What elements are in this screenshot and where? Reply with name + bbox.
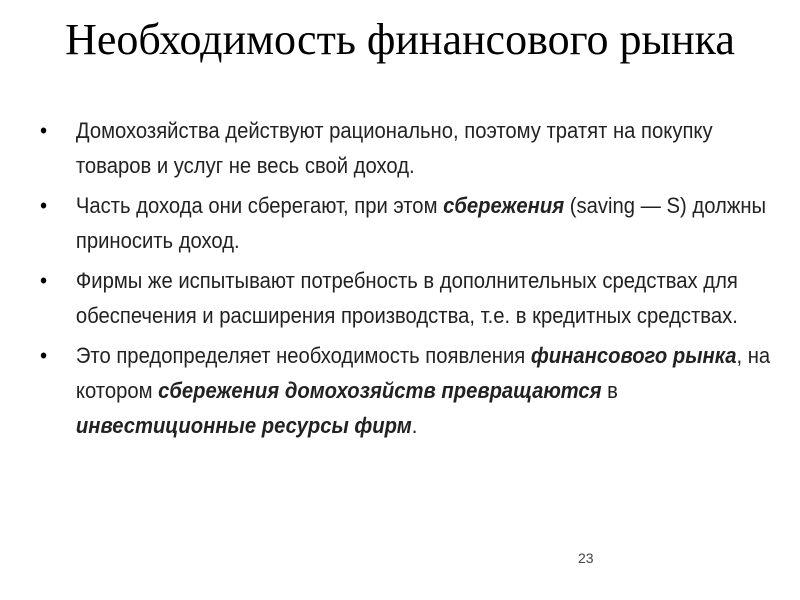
- bullet-item: [40, 188, 775, 258]
- bullet-text: Фирмы же испытывают потребность в дополнительных средствах для обеспечения и расширения производства, т.е. в кредитных средствах.: [75, 268, 738, 328]
- emphasis-term: сбережения домохозяйств превращаются: [158, 378, 602, 403]
- bullet-marker: •: [40, 268, 48, 293]
- bullet-item: [40, 263, 775, 333]
- bullet-text: (saving — S) должны приносить доход.: [75, 193, 767, 253]
- emphasis-term: финансового рынка: [530, 343, 737, 368]
- emphasis-term: инвестиционные ресурсы фирм: [75, 413, 412, 438]
- bullet-text: Часть дохода они сберегают, при этом: [75, 193, 444, 218]
- bullet-text: , на котором: [75, 343, 771, 403]
- slide-title: Необходимость финансового рынка: [65, 15, 735, 64]
- bullet-text: .: [411, 413, 418, 438]
- bullet-marker: •: [40, 193, 48, 218]
- bullet-list: [40, 113, 771, 443]
- bullet-item: [40, 338, 775, 443]
- page-number: 23: [578, 550, 594, 566]
- bullet-item: [40, 113, 775, 183]
- emphasis-term: сбережения: [443, 193, 565, 218]
- bullet-text: Домохозяйства действуют рационально, поэтому тратят на покупку товаров и услуг не весь свой доход.: [75, 118, 713, 178]
- bullet-text: Это предопределяет необходимость появления: [75, 343, 531, 368]
- bullet-marker: •: [40, 343, 48, 368]
- bullet-marker: •: [40, 118, 48, 143]
- bullet-text: в: [601, 378, 618, 403]
